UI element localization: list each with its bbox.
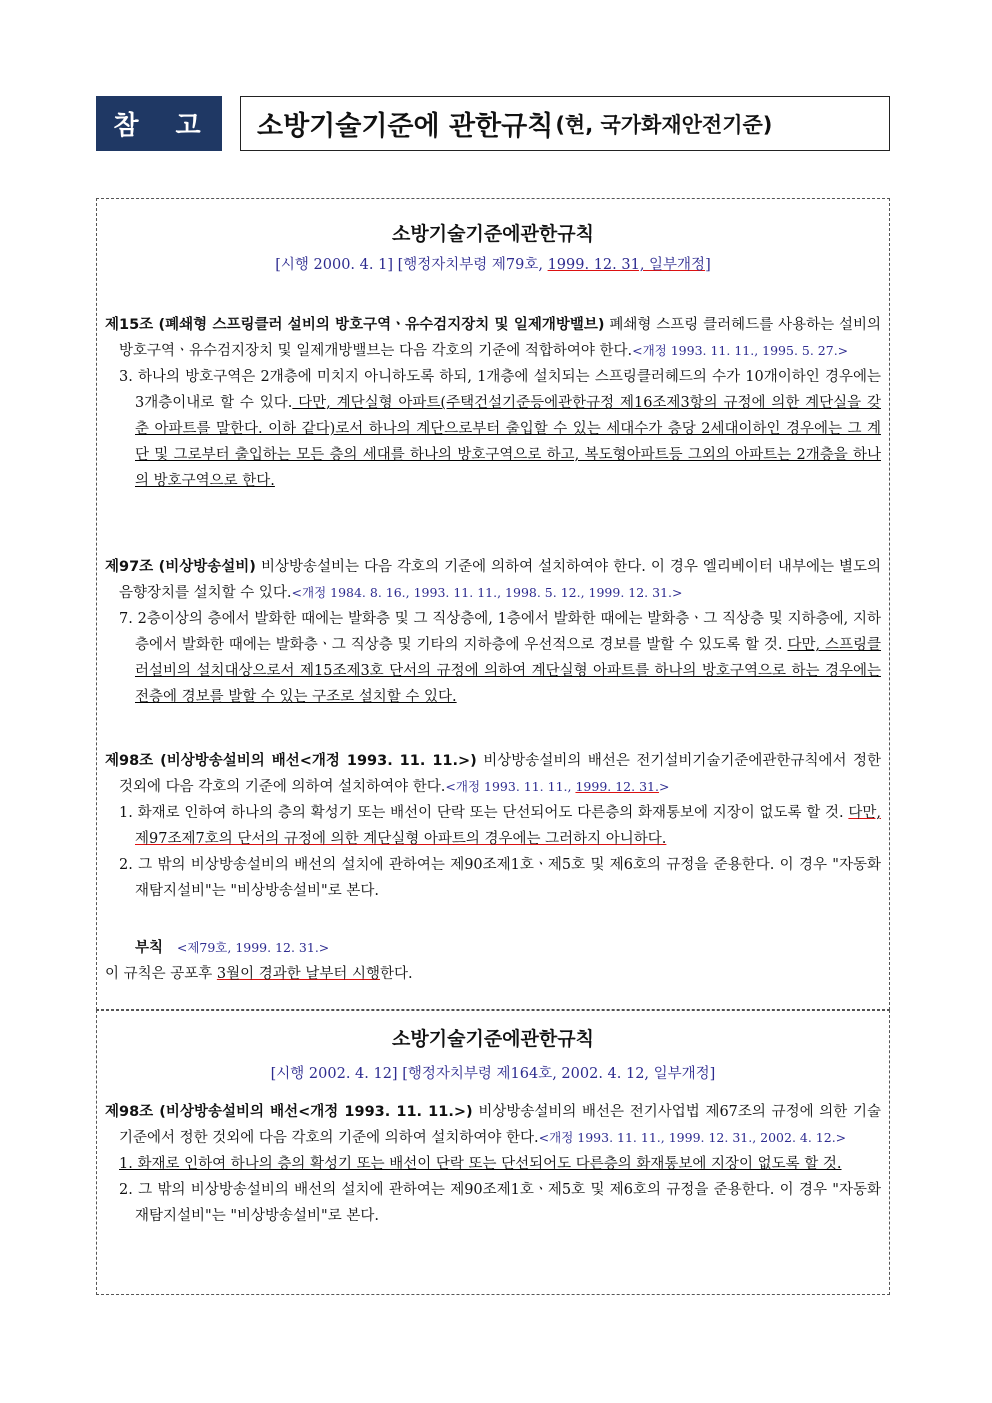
regulation-box-2000 [96,198,890,1010]
article-15-revision: <개정 1993. 11. 11., 1995. 5. 27.> [632,343,849,358]
article-15-heading: 제15조 (폐쇄형 스프링클러 설비의 방호구역ㆍ유수검지장치 및 일제개방밸브) [105,317,605,333]
reference-tag-label: 참 고 [113,111,215,141]
section2-item-1 [105,1151,881,1177]
section-title: 소방기술기준에관한규칙 [392,223,594,245]
item-7-underlined: 다만, 스프링클러설비의 설치대상으로서 제15조제3호 단서의 규정에 의하여 계단실형 아파트를 하나의 방호구역으로 하는 경우에는 전층에 경보를 발할 수 있는 구조로 설치할 수 있다. [135,637,882,705]
article-97-body: 비상방송설비는 다음 각호의 기준에 의하여 설치하여야 한다. 이 경우 엘리베이터 내부에는 별도의 음향장치를 설치할 수 있다. [119,559,881,601]
title-sub: (현, 국가화재안전기준) [555,112,773,137]
article-97-heading: 제97조 (비상방송설비) [105,559,256,575]
supplement-text-post: 한다. [380,966,413,982]
enforcement-pre: [시행 2000. 4. 1] [행정자치부령 제79호, [275,257,548,273]
section2-item-2: 2. 그 밖의 비상방송설비의 배선의 설치에 관하여는 제90조제1호ㆍ제5호 및 제6호의 규정을 준용한다. 이 경우 "자동화재탐지설비"는 "비상방송설비"로 본다. [119,1182,881,1224]
article-97-paragraph [105,554,881,606]
enforcement-line [97,253,889,274]
item-3-text: 3. 하나의 방호구역은 2개층에 미치지 아니하도록 하되, 1개층에 설치되는 스프링클러헤드의 수가 10개이하인 경우에는 3개층이내로 할 수 있다. [119,369,881,411]
section2-item-1-text: 1. 화재로 인하여 하나의 층의 확성기 또는 배선이 단락 또는 단선되어도 다른층의 화재통보에 지장이 없도록 할 것. [119,1156,842,1172]
article-98-revision-pre: <개정 1993. 11. 11., [445,779,576,794]
document-title [240,96,890,151]
article-98-item-2: 2. 그 밖의 비상방송설비의 배선의 설치에 관하여는 제90조제1호ㆍ제5호 및 제6호의 규정을 준용한다. 이 경우 "자동화재탐지설비"는 "비상방송설비"로 본다. [119,857,881,899]
article-97-revision: <개정 1984. 8. 16., 1993. 11. 11., 1998. 5. 12., 1999. 12. 31.> [291,585,683,600]
item-1-text: 1. 화재로 인하여 하나의 층의 확성기 또는 배선이 단락 또는 단선되어도 다른층의 화재통보에 지장이 없도록 할 것. [119,805,849,821]
supplement-heading-line [105,935,881,961]
title-main: 소방기술기준에 관한규칙 [257,111,554,142]
article-98-body: 비상방송설비의 배선은 전기설비기술기준에관한규칙에서 정한 것외에 다음 각호의 기준에 의하여 설치하여야 한다. [119,753,881,795]
article-97-item-7 [105,606,881,710]
section2-article-98-heading: 제98조 (비상방송설비의 배선<개정 1993. 11. 11.>) [105,1104,473,1120]
article-15 [105,312,881,494]
article-98 [105,748,881,904]
article-98-paragraph [105,748,881,800]
section2-enforcement: [시행 2002. 4. 12] [행정자치부령 제164호, 2002. 4. 12, 일부개정] [270,1066,716,1082]
reference-tag [96,96,222,151]
supplement-text [105,961,881,987]
supplement-revision: <제79호, 1999. 12. 31.> [176,940,330,955]
section2-title: 소방기술기준에관한규칙 [392,1028,594,1050]
section2-article-98 [105,1099,881,1229]
item-7-text: 7. 2층이상의 층에서 발화한 때에는 발화층 및 그 직상층에, 1층에서 발화한 때에는 발화층ㆍ그 직상층 및 지하층에, 지하층에서 발화한 때에는 발화층ㆍ그 직상층 및 기타의 지하층에 우선적으로 경보를 발할 수 있도록 할 것. [119,611,881,653]
supplement-text-underlined: 3월이 경과한 날부터 시행 [216,966,381,982]
section2-article-98-revision: <개정 1993. 11. 11., 1999. 12. 31., 2002. 4. 12.> [538,1130,847,1145]
regulation-box-2002 [96,1010,890,1295]
article-98-item-1 [105,800,881,852]
article-98-revision-post: > [658,779,670,794]
enforcement-post: ] [705,257,711,273]
supplementary-provision [105,935,881,987]
enforcement-underlined: 1999. 12. 31, 일부개정 [547,257,706,273]
supplement-label: 부칙 [135,940,164,956]
article-15-paragraph [105,312,881,364]
article-15-item-3 [105,364,881,494]
article-98-heading: 제98조 (비상방송설비의 배선<개정 1993. 11. 11.>) [105,753,477,769]
item-1-underlined: 다만, 제97조제7호의 단서의 규정에 의한 계단실형 아파트의 경우에는 그러하지 아니하다. [135,805,881,847]
section2-article-98-body: 비상방송설비의 배선은 전기사업법 제67조의 규정에 의한 기술기준에서 정한 것외에 다음 각호의 기준에 의하여 설치하여야 한다. [119,1104,881,1146]
supplement-text-pre: 이 규칙은 공포후 [105,966,217,982]
section2-article-98-paragraph [105,1099,881,1151]
article-15-body: 폐쇄형 스프링 클러헤드를 사용하는 설비의 방호구역ㆍ유수검지장치 및 일제개방밸브는 다음 각호의 기준에 적합하여야 한다. [119,317,881,359]
article-97 [105,554,881,710]
article-98-revision-underlined: 1999. 12. 31. [575,779,659,794]
item-3-underlined: 다만, 계단실형 아파트(주택건설기준등에관한규정 제16조제3항의 규정에 의한 계단실을 갖춘 아파트를 말한다. 이하 같다)로서 하나의 계단으로부터 출입할 수 있는 세대수가 층당 2세대이하인 경우에는 그 계단 및 그로부터 출입하는 모든 층의 세대를 하나의 방호구역으로 하고, 복도형아파트등 그외의 아파트는 2개층을 하나의 방호구역으로 한다. [135,395,881,489]
